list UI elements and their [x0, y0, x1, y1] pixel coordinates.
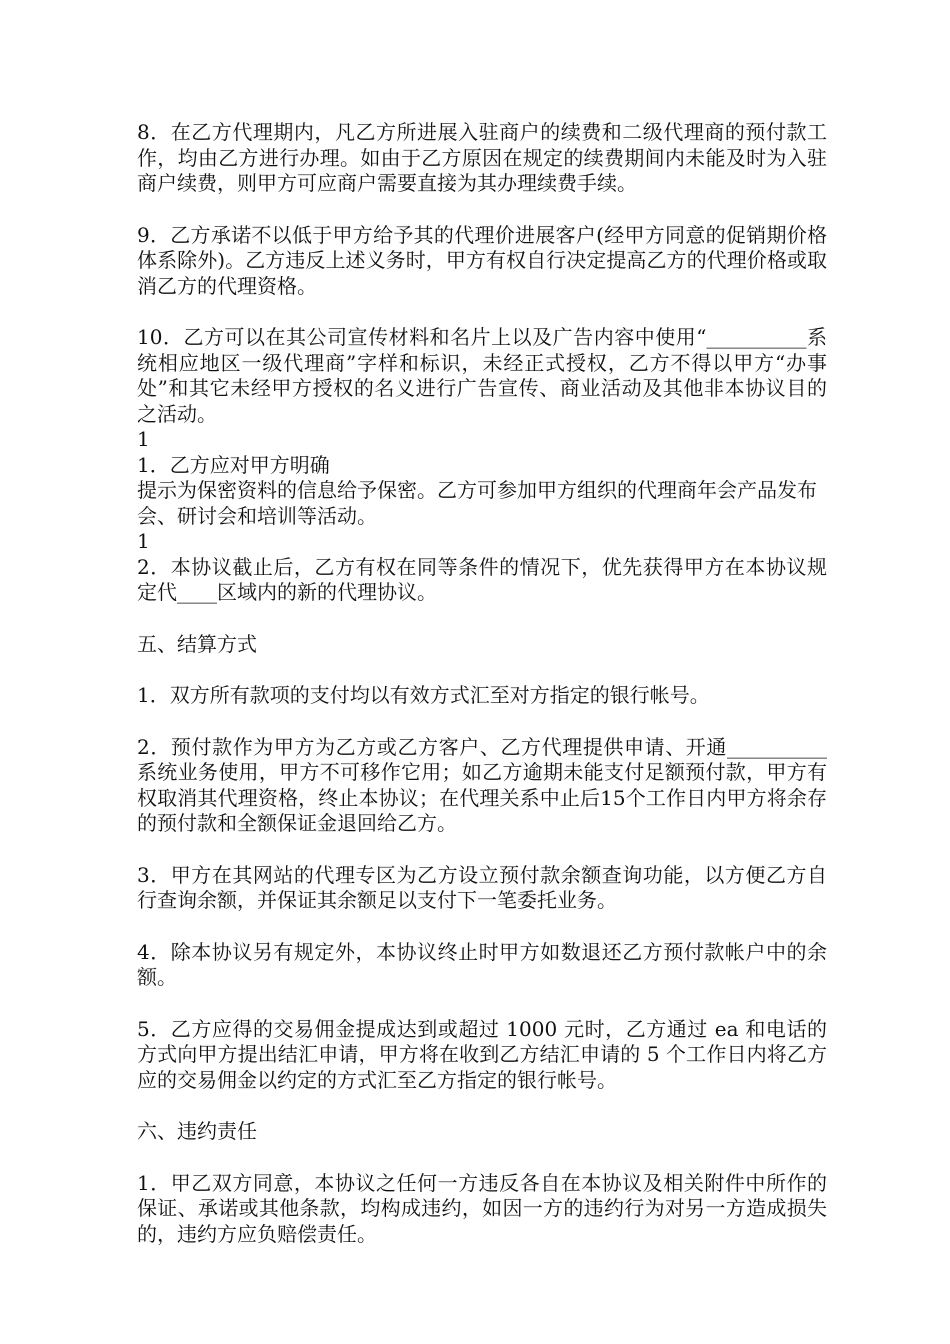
liability-clause-1: 1．甲乙双方同意，本协议之任何一方违反各自在本协议及相关附件中所作的保证、承诺或其他条款，均构成违约，如因一方的违约行为对另一方造成损失的，违约方应负赔偿责任。: [137, 1170, 827, 1246]
section-heading-settlement: 五、结算方式: [137, 631, 257, 656]
settlement-clause-3: 3．甲方在其网站的代理专区为乙方设立预付款余额查询功能，以方便乙方自行查询余额，并保证其余额足以支付下一笔委托业务。: [137, 862, 827, 912]
section-heading-liability: 六、违约责任: [137, 1119, 257, 1143]
settlement-clause-4: 4．除本协议另有规定外，本协议终止时甲方如数退还乙方预付款帐户中的余额。: [137, 939, 827, 989]
clause-11-start: 1．乙方应对甲方明确: [137, 452, 330, 477]
clause-11-continued: 提示为保密资料的信息给予保密。乙方可参加甲方组织的代理商年会产品发布会、研讨会和培训等活动。: [137, 478, 817, 528]
clause-12: 2．本协议截止后，乙方有权在同等条件的情况下，优先获得甲方在本协议规定代____区域内的新的代理协议。: [137, 554, 827, 604]
settlement-clause-2: 2．预付款作为甲方为乙方或乙方客户、乙方代理提供申请、开通__________系统业务使用，甲方不可移作它用；如乙方逾期未能支付足额预付款，甲方有权取消其代理资格，终止本协议；在代理关系中止后15个工作日内甲方将余存的预付款和全额保证金退回给乙方。: [137, 734, 827, 835]
clause-number-fragment: 1: [137, 529, 150, 553]
settlement-clause-1: 1．双方所有款项的支付均以有效方式汇至对方指定的银行帐号。: [137, 683, 710, 707]
clause-8: 8．在乙方代理期内，凡乙方所进展入驻商户的续费和二级代理商的预付款工作，均由乙方进行办理。如由于乙方原因在规定的续费期间内未能及时为入驻商户续费，则甲方可应商户需要直接为其办理续费手续。: [137, 120, 827, 195]
clause-number-fragment: 1: [137, 427, 150, 451]
clause-10: 10．乙方可以在其公司宣传材料和名片上以及广告内容中使用“__________系统相应地区一级代理商”字样和标识，未经正式授权，乙方不得以甲方“办事处”和其它未经甲方授权的名义进行广告宣传、商业活动及其他非本协议目的之活动。: [137, 325, 827, 426]
document-body: [137, 120, 827, 1273]
clause-9: 9．乙方承诺不以低于甲方给予其的代理价进展客户(经甲方同意的促销期价格体系除外)。乙方违反上述义务时，甲方有权自行决定提高乙方的代理价格或取消乙方的代理资格。: [137, 222, 827, 298]
settlement-clause-5: 5．乙方应得的交易佣金提成达到或超过 1000 元时，乙方通过 ea 和电话的方式向甲方提出结汇申请，甲方将在收到乙方结汇申请的 5 个工作日内将乙方应的交易佣金以约定的方式汇至乙方指定的银行帐号。: [137, 1016, 827, 1092]
